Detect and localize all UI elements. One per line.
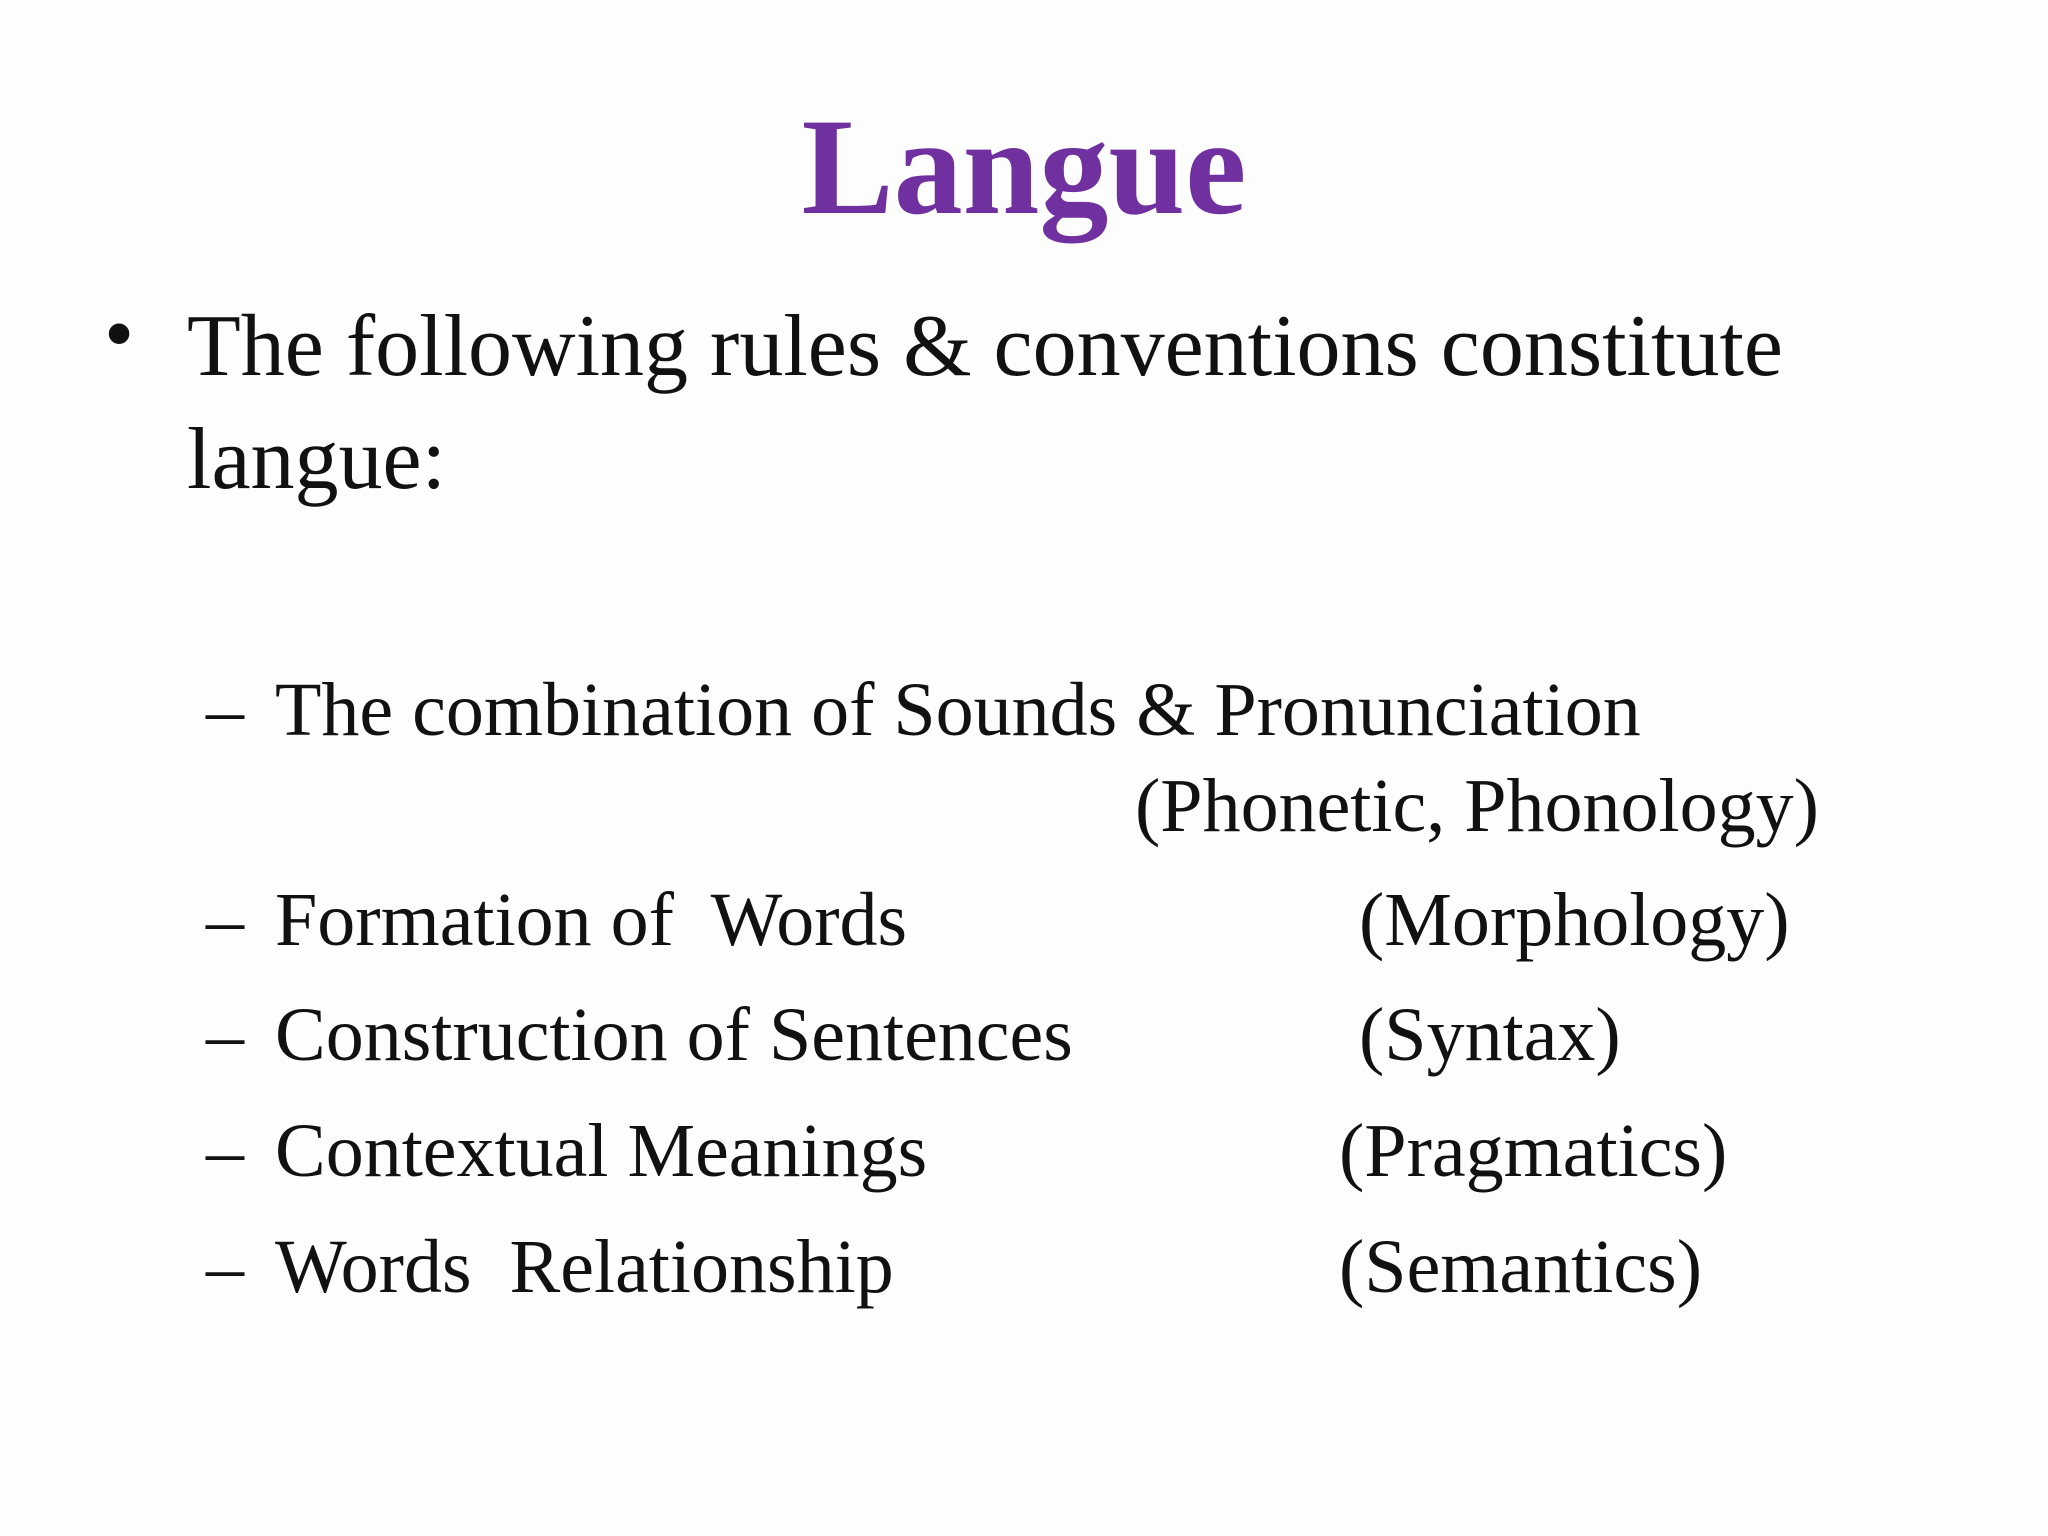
subitem-label-relationship: Words Relationship — [275, 1225, 894, 1309]
slide-title: Langue — [801, 90, 1247, 243]
subitem-category-semantics: (Semantics) — [1339, 1225, 1703, 1309]
subitem-label-contextual: Contextual Meanings — [275, 1109, 928, 1193]
subitem-marker: – — [206, 1225, 244, 1309]
subitem-category-morphology: (Morphology) — [1359, 878, 1790, 962]
bullet-marker: • — [104, 285, 135, 381]
subitem-category-pragmatics: (Pragmatics) — [1339, 1109, 1728, 1193]
subitem-marker: – — [206, 1109, 244, 1193]
subitem-marker: – — [206, 668, 244, 752]
subitem-category-syntax: (Syntax) — [1359, 993, 1621, 1077]
subitem-label-sounds: The combination of Sounds & Pronunciation — [275, 668, 1641, 752]
subitem-marker: – — [206, 878, 244, 962]
subitem-label-sentences: Construction of Sentences — [275, 993, 1073, 1077]
bullet-text: The following rules & conventions constitute langue: — [187, 298, 1783, 508]
subitem-category-phonetic: (Phonetic, Phonology) — [1135, 764, 1819, 848]
subitem-label-words: Formation of Words — [275, 878, 908, 962]
subitem-marker: – — [206, 993, 244, 1077]
